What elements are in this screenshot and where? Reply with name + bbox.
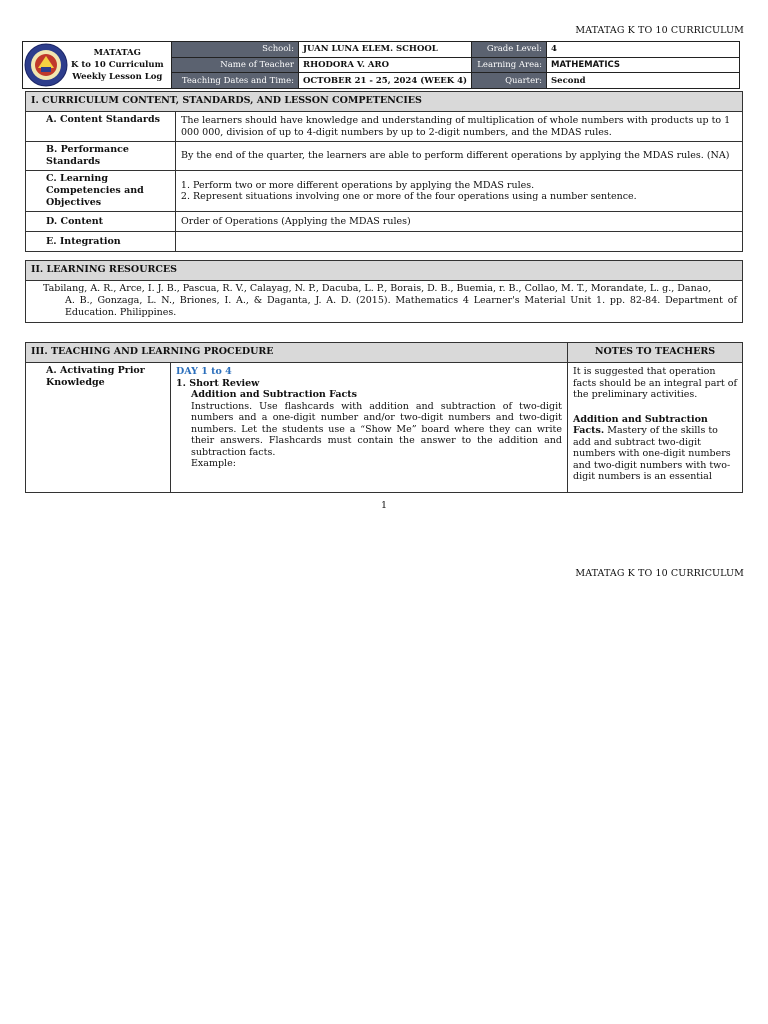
teaching-procedure-section (25, 342, 743, 493)
logo-line-1: MATATAG (93, 48, 141, 58)
deped-seal-icon (23, 42, 69, 88)
section-1-title: I. CURRICULUM CONTENT, STANDARDS, AND LESSON COMPETENCIES (26, 92, 743, 112)
resources-text (26, 281, 743, 323)
learning-competencies-value (176, 171, 743, 212)
content-standards-label: A. Content Standards (26, 112, 176, 142)
learning-competencies-label: C. Learning Competencies and Objectives (26, 171, 176, 212)
grade-value: 4 (547, 42, 740, 58)
content-standards-value: The learners should have knowledge and understanding of multiplication of whole numbers with products up to 1 000 000, division of up to 4-digit numbers by up to 2-digit numbers, and the MDAS rules. (176, 112, 743, 142)
grade-label: Grade Level: (472, 42, 547, 58)
logo-line-2: K to 10 Curriculum (71, 60, 164, 70)
integration-label: E. Integration (26, 232, 176, 252)
teacher-label: Name of Teacher (172, 57, 299, 73)
school-value: JUAN LUNA ELEM. SCHOOL (299, 42, 472, 58)
notes-body (568, 363, 743, 493)
quarter-value: Second (547, 73, 740, 89)
area-value: MATHEMATICS (547, 57, 740, 73)
area-label: Learning Area: (472, 57, 547, 73)
short-review-step: 1. Short Review (176, 377, 260, 389)
activating-prior-knowledge-label: A. Activating Prior Knowledge (26, 363, 171, 493)
competency-item: 1. Perform two or more different operations by applying the MDAS rules. (193, 180, 737, 192)
integration-value (176, 232, 743, 252)
notes-paragraph-2: Mastery of the skills to add and subtract two-digit numbers with one-digit numbers and two-digit numbers with two- digit numbers is an essential (573, 425, 731, 482)
addition-subtraction-heading: Addition and Subtraction Facts (191, 389, 358, 400)
day-label: DAY 1 to 4 (176, 366, 232, 377)
procedure-body (171, 363, 568, 493)
dates-value: OCTOBER 21 - 25, 2024 (WEEK 4) (299, 73, 472, 89)
competency-item: 2. Represent situations involving one or more of the four operations using a number sentence. (193, 191, 737, 203)
school-label: School: (172, 42, 299, 58)
performance-standards-label: B. Performance Standards (26, 142, 176, 171)
content-label: D. Content (26, 212, 176, 232)
notes-paragraph-1: It is suggested that operation facts should be an integral part of the preliminary activities. (573, 366, 738, 400)
quarter-label: Quarter: (472, 73, 547, 89)
logo-cell (23, 42, 172, 89)
lesson-log-header (22, 41, 740, 89)
logo-line-3: Weekly Lesson Log (72, 72, 163, 82)
learning-resources-section (25, 260, 743, 323)
example-label: Example: (191, 458, 236, 469)
notes-title: NOTES TO TEACHERS (568, 343, 743, 363)
curriculum-header-page-2: MATATAG K TO 10 CURRICULUM (575, 568, 744, 579)
resources-line-2: A. B., Gonzaga, L. N., Briones, I. A., & Daganta, J. A. D. (2015). Mathematics 4 Learner's Material Unit 1. pp. 82-84. Department of Education. Philippines. (65, 295, 737, 318)
section-2-title: II. LEARNING RESOURCES (26, 261, 743, 281)
teacher-value: RHODORA V. ARO (299, 57, 472, 73)
notes-bold-heading: Addition and Subtraction Facts. (573, 413, 708, 436)
content-value: Order of Operations (Applying the MDAS rules) (176, 212, 743, 232)
curriculum-content-section (25, 91, 743, 252)
performance-standards-value: By the end of the quarter, the learners are able to perform different operations by applying the MDAS rules. (NA) (176, 142, 743, 171)
resources-line-1: Tabilang, A. R., Arce, I. J. B., Pascua, R. V., Calayag, N. P., Dacuba, L. P., Borais, D. B., Buemia, r. B., Collao, M. T., Morandate, L. g., Danao, (43, 283, 712, 294)
instructions-text: Instructions. Use flashcards with addition and subtraction of two-digit numbers and a one-digit number and/or two-digit numbers and two-digit numbers. Let the students use a “Show Me” board where they can write their answers. Flashcards must contain the answer to the addition and subtraction facts. (191, 400, 562, 458)
dates-label: Teaching Dates and Time: (172, 73, 299, 89)
section-3-title: III. TEACHING AND LEARNING PROCEDURE (26, 343, 568, 363)
page-number: 1 (381, 500, 388, 511)
curriculum-header: MATATAG K TO 10 CURRICULUM (575, 25, 744, 36)
